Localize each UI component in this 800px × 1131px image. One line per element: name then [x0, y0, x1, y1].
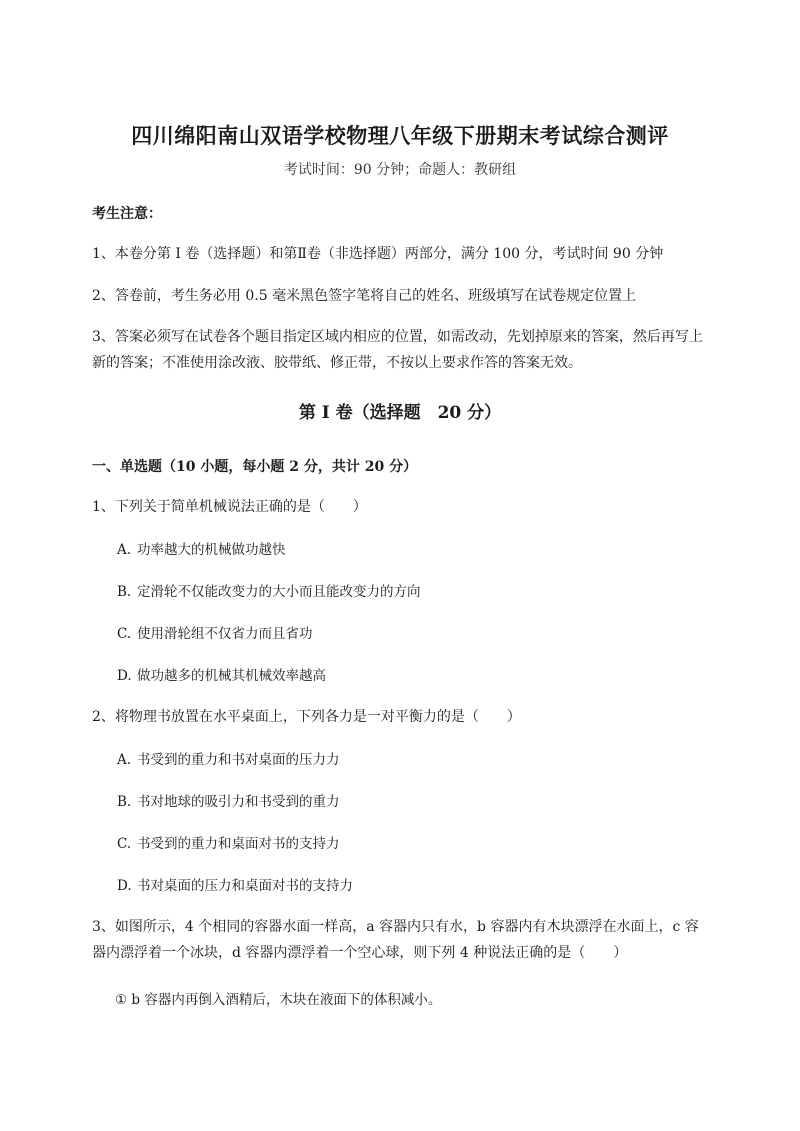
answer-option	[117, 624, 697, 644]
answer-option	[117, 876, 697, 896]
option-text: 书对地球的吸引力和书受到的重力	[137, 794, 340, 810]
section-title: 第 I 卷（选择题 20 分）	[298, 403, 502, 423]
answer-option	[117, 750, 697, 770]
notice-item: 1、本卷分第 I 卷（选择题）和第Ⅱ卷（非选择题）两部分，满分 100 分，考试时间 90 分钟	[92, 246, 664, 262]
option-text: 书对桌面的压力和桌面对书的支持力	[137, 878, 353, 894]
option-letter: D.	[117, 668, 132, 684]
answer-option	[117, 792, 697, 812]
notice-heading: 考生注意：	[92, 206, 162, 222]
answer-option	[117, 666, 697, 686]
statement-item: ① b 容器内再倒入酒精后，木块在液面下的体积减小。	[115, 992, 442, 1008]
answer-option	[117, 834, 697, 854]
answer-option	[117, 540, 697, 560]
answer-option	[117, 582, 697, 602]
option-text: 功率越大的机械做功越快	[137, 542, 286, 558]
page-title: 四川绵阳南山双语学校物理八年级下册期末考试综合测评	[131, 123, 669, 148]
question-stem: 2、将物理书放置在水平桌面上，下列各力是一对平衡力的是（ ）	[92, 709, 521, 725]
notice-item: 3、答案必须写在试卷各个题目指定区域内相应的位置，如需改动，先划掉原来的答案，然后再写上新的答案；不准使用涂改液、胶带纸、修正带，不按以上要求作答的答案无效。	[92, 329, 703, 371]
option-text: 使用滑轮组不仅省力而且省功	[137, 626, 313, 642]
option-letter: B.	[117, 584, 132, 600]
option-letter: A.	[117, 752, 132, 768]
option-letter: C.	[117, 836, 132, 852]
notice-item: 2、答卷前，考生务必用 0.5 毫米黑色签字笔将自己的姓名、班级填写在试卷规定位置上	[92, 288, 637, 304]
part-heading: 一、单选题（10 小题，每小题 2 分，共计 20 分）	[92, 459, 418, 475]
option-text: 做功越多的机械其机械效率越高	[137, 668, 326, 684]
question-stem: 1、下列关于简单机械说法正确的是（ ）	[92, 499, 367, 515]
option-text: 定滑轮不仅能改变力的大小而且能改变力的方向	[137, 584, 421, 600]
option-letter: B.	[117, 794, 132, 810]
option-letter: D.	[117, 878, 132, 894]
question-stem: 3、如图所示，4 个相同的容器水面一样高，a 容器内只有水，b 容器内有木块漂浮在水面上，c 容器内漂浮着一个冰块，d 容器内漂浮着一个空心球，则下列 4 种说法正确的是（ ）	[92, 919, 699, 961]
option-letter: A.	[117, 542, 132, 558]
option-text: 书受到的重力和书对桌面的压力力	[137, 752, 340, 768]
option-letter: C.	[117, 626, 132, 642]
option-text: 书受到的重力和桌面对书的支持力	[137, 836, 340, 852]
exam-info: 考试时间：90 分钟；命题人：教研组	[283, 162, 517, 178]
